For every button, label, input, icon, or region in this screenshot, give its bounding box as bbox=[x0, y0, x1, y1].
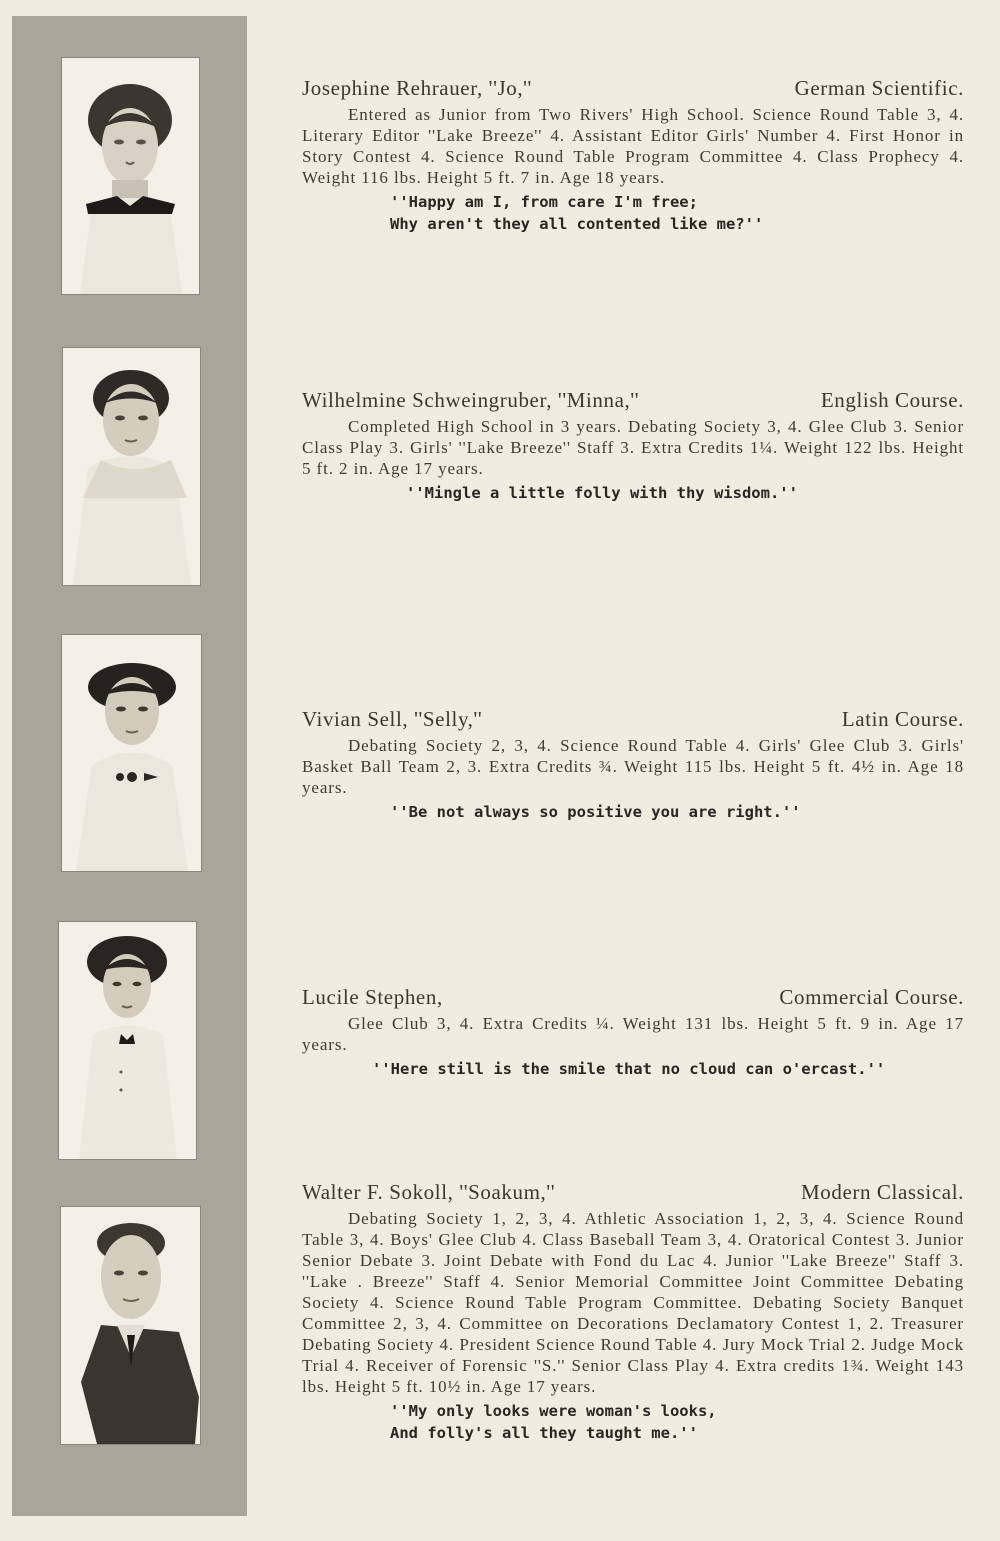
entry-heading bbox=[302, 388, 964, 416]
entry-heading bbox=[302, 707, 964, 735]
quote-line: ''My only looks were woman's looks, bbox=[390, 1402, 717, 1420]
student-record: Debating Society 2, 3, 4. Science Round Table 4. Girls' Glee Club 3. Girls' Basket Ball Team 2, 3. Extra Credits ¾. Weight 115 lbs. Height 5 ft. 4½ in. Age 18 years. bbox=[302, 736, 964, 797]
quote-line: ''Here still is the smile that no cloud can o'ercast.'' bbox=[372, 1060, 886, 1078]
student-entry bbox=[302, 76, 964, 235]
entry-heading bbox=[302, 1180, 964, 1208]
student-name: Josephine Rehrauer, ''Jo,'' bbox=[302, 76, 532, 100]
student-record: Entered as Junior from Two Rivers' High School. Science Round Table 3, 4. Literary Editor ''Lake Breeze'' 4. Assistant Editor Girls' Number 4. First Honor in Story Contest 4. Science Round Table Program Committee 4. Class Prophecy 4. Weight 116 lbs. Height 5 ft. 7 in. Age 18 years. bbox=[302, 105, 964, 187]
quote-line: And folly's all they taught me.'' bbox=[390, 1424, 698, 1442]
student-name: Vivian Sell, ''Selly,'' bbox=[302, 707, 483, 731]
student-name: Walter F. Sokoll, ''Soakum,'' bbox=[302, 1180, 556, 1204]
portrait-image bbox=[62, 58, 199, 294]
quote-line: Why aren't they all contented like me?'' bbox=[390, 215, 764, 233]
quote-line: ''Be not always so positive you are right.'' bbox=[390, 803, 801, 821]
course-name: English Course. bbox=[820, 388, 964, 412]
student-quote bbox=[302, 191, 964, 235]
entry-heading bbox=[302, 76, 964, 104]
portrait-photo-vivian-sell bbox=[61, 634, 202, 872]
student-record: Completed High School in 3 years. Debating Society 3, 4. Glee Club 3. Senior Class Play 3. Girls' ''Lake Breeze'' Staff 3. Extra Credits 1¼. Weight 122 lbs. Height 5 ft. 2 in. Age 17 years. bbox=[302, 417, 964, 478]
student-entry bbox=[302, 1180, 964, 1444]
portrait-photo-josephine-rehrauer bbox=[61, 57, 200, 295]
student-quote bbox=[302, 1058, 964, 1080]
entry-heading bbox=[302, 985, 964, 1013]
course-name: Latin Course. bbox=[841, 707, 964, 731]
student-name: Wilhelmine Schweingruber, ''Minna,'' bbox=[302, 388, 640, 412]
student-name: Lucile Stephen, bbox=[302, 985, 443, 1009]
student-quote bbox=[302, 1400, 964, 1444]
course-name: Modern Classical. bbox=[800, 1180, 964, 1204]
quote-line: ''Happy am I, from care I'm free; bbox=[390, 193, 698, 211]
portrait-image bbox=[62, 635, 201, 871]
portrait-image bbox=[61, 1207, 200, 1444]
quote-line: ''Mingle a little folly with thy wisdom.'' bbox=[406, 484, 798, 502]
portrait-image bbox=[63, 348, 200, 585]
student-record: Debating Society 1, 2, 3, 4. Athletic Association 1, 2, 3, 4. Science Round Table 3, 4. Boys' Glee Club 4. Class Baseball Team 3, 4. Oratorical Contest 3. Junior Senior Debate 3. Joint Debate with Fond du Lac 4. Junior ''Lake Breeze'' Staff 3. ''Lake . Breeze'' Staff 4. Senior Memorial Committee Joint Committee Debating Society 4. Science Round Table Program Committee. Debating Society Banquet Committee 2, 3, 4. Committee on Decorations Declamatory Contest 1, 2. Treasurer Debating Society 4. President Science Round Table 4. Jury Mock Trial 2. Judge Mock Trial 4. Receiver of Forensic ''S.'' Senior Class Play 4. Extra credits 1¾. Weight 143 lbs. Height 5 ft. 10½ in. Age 17 years. bbox=[302, 1209, 964, 1396]
student-entry bbox=[302, 388, 964, 504]
student-quote bbox=[302, 482, 964, 504]
course-name: Commercial Course. bbox=[779, 985, 964, 1009]
student-entry bbox=[302, 707, 964, 823]
student-record: Glee Club 3, 4. Extra Credits ¼. Weight 131 lbs. Height 5 ft. 9 in. Age 17 years. bbox=[302, 1014, 964, 1054]
course-name: German Scientific. bbox=[794, 76, 964, 100]
portrait-photo-walter-sokoll bbox=[60, 1206, 201, 1445]
portrait-image bbox=[59, 922, 196, 1159]
portrait-photo-lucile-stephen bbox=[58, 921, 197, 1160]
student-entry bbox=[302, 985, 964, 1080]
student-quote bbox=[302, 801, 964, 823]
portrait-photo-wilhelmine-schweingruber bbox=[62, 347, 201, 586]
